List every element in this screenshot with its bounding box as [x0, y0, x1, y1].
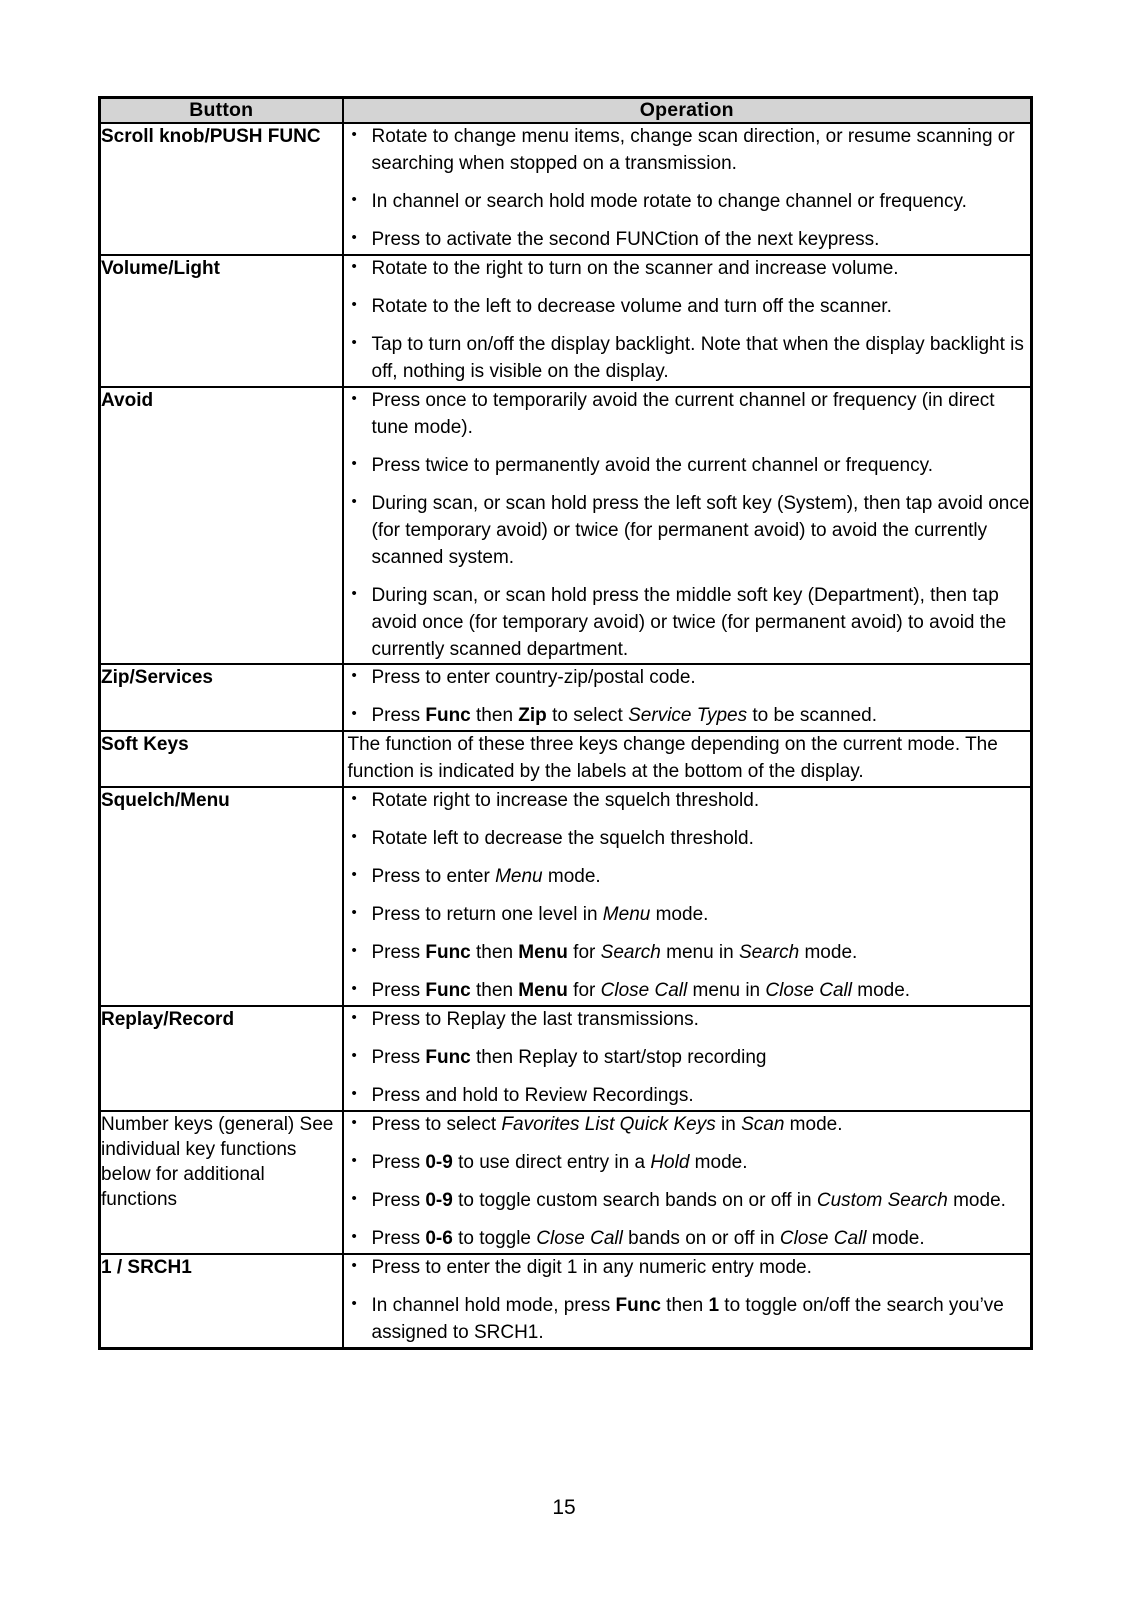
emphasis-bold: 0-6 [425, 1227, 453, 1249]
text-run: Press and hold to Review Recordings. [371, 1085, 694, 1107]
table-row [100, 123, 1032, 255]
operation-bullet-list [344, 256, 1031, 386]
emphasis-italic: Search [600, 942, 661, 964]
button-name-cell: Number keys (general) See individual key functions below for additional functions [100, 1111, 343, 1254]
button-name-cell: Volume/Light [100, 255, 343, 387]
table-row [100, 387, 1032, 665]
text-run: mode. [851, 980, 911, 1002]
operation-bullet-item [344, 1007, 1031, 1034]
operation-cell [343, 1111, 1032, 1254]
text-run: then Replay to start/stop recording [470, 1047, 767, 1069]
operation-bullet-item [344, 124, 1031, 178]
text-run: Rotate to the right to turn on the scanner and increase volume. [371, 257, 899, 279]
operation-cell [343, 787, 1032, 1006]
button-operation-table-wrapper [98, 96, 1030, 1350]
operation-cell [343, 387, 1032, 665]
emphasis-italic: Menu [602, 904, 651, 926]
text-run: Press to enter [371, 866, 496, 888]
operation-bullet-item [344, 227, 1031, 254]
text-run: mode. [542, 866, 601, 888]
text-run: In channel hold mode, press [371, 1294, 616, 1316]
operation-bullet-item [344, 788, 1031, 815]
text-run: in [715, 1114, 742, 1136]
text-run: then [470, 942, 519, 964]
operation-bullet-item [344, 1255, 1031, 1282]
table-row [100, 255, 1032, 387]
emphasis-bold: Menu [518, 942, 568, 964]
button-name-cell: Replay/Record [100, 1006, 343, 1111]
operation-bullet-list [344, 665, 1031, 730]
text-run: The function of these three keys change depending on the current mode. The function is indicated by the labels at the bottom of the display. [347, 734, 998, 783]
emphasis-italic: Menu [495, 866, 543, 888]
button-name-cell: Soft Keys [100, 731, 343, 787]
text-run: mode. [689, 1152, 748, 1174]
text-run: In channel or search hold mode rotate to change channel or frequency. [371, 190, 967, 212]
operation-bullet-list [344, 1007, 1031, 1110]
operation-bullet-item [344, 1083, 1031, 1110]
column-header-button: Button [100, 98, 343, 124]
text-run: During scan, or scan hold press the middle soft key (Department), then tap avoid once (for temporary avoid) or twice (for permanent avoid) to avoid the currently scanned department. [371, 584, 1007, 660]
table-body [100, 123, 1032, 1348]
operation-bullet-item [344, 826, 1031, 853]
text-run: then [470, 705, 519, 727]
operation-bullet-item [344, 1293, 1031, 1347]
text-run: Press once to temporarily avoid the current channel or frequency (in direct tune mode). [371, 389, 995, 438]
operation-bullet-item [344, 388, 1031, 442]
operation-bullet-item [344, 189, 1031, 216]
text-run: mode. [799, 942, 858, 964]
text-run: Press [371, 980, 426, 1002]
text-run: Press to enter the digit 1 in any numeric entry mode. [371, 1256, 812, 1278]
text-run: Press twice to permanently avoid the current channel or frequency. [371, 454, 933, 476]
operation-bullet-item [344, 491, 1031, 572]
button-name-cell: Squelch/Menu [100, 787, 343, 1006]
text-run: to toggle custom search bands on or off in [452, 1190, 817, 1211]
emphasis-bold: Func [425, 1047, 471, 1069]
operation-bullet-list [344, 1112, 1031, 1253]
emphasis-bold: 1 [708, 1294, 720, 1316]
text-run: then [470, 980, 519, 1002]
operation-bullet-item [344, 864, 1031, 891]
operation-bullet-item [344, 1150, 1031, 1177]
operation-bullet-item [344, 332, 1031, 386]
emphasis-bold: Func [425, 942, 471, 964]
operation-bullet-item [344, 1226, 1031, 1253]
text-run: Press [371, 942, 426, 964]
text-run: Press to return one level in [371, 904, 603, 926]
button-name-cell: Scroll knob/PUSH FUNC [100, 123, 343, 255]
table-row [100, 787, 1032, 1006]
text-run: Press to Replay the last transmissions. [371, 1009, 699, 1031]
button-name-cell: Zip/Services [100, 664, 343, 731]
operation-bullet-list [344, 1255, 1031, 1347]
emphasis-italic: Hold [650, 1152, 690, 1174]
text-run: bands on or off in [622, 1227, 780, 1249]
operation-bullet-item [344, 1188, 1031, 1215]
emphasis-bold: Zip [518, 705, 547, 727]
text-run: Rotate to the left to decrease volume and turn off the scanner. [371, 295, 892, 317]
text-run: Rotate right to increase the squelch threshold. [371, 790, 760, 812]
text-run: then [660, 1294, 709, 1316]
text-run: to toggle [452, 1227, 537, 1249]
text-run: Press [371, 1227, 426, 1249]
operation-bullet-item [344, 294, 1031, 321]
operation-bullet-item [344, 583, 1031, 664]
operation-bullet-list [344, 124, 1031, 254]
text-run: to toggle on/off the search you’ve assigned to SRCH1. [371, 1294, 1004, 1343]
page-number: 15 [552, 1496, 576, 1519]
operation-bullet-item [344, 703, 1031, 730]
text-run: Press to activate the second FUNCtion of the next keypress. [371, 228, 880, 250]
text-run: Press to select [371, 1114, 502, 1136]
operation-cell [343, 664, 1032, 731]
text-run: Press [371, 1190, 426, 1211]
text-run: to use direct entry in a [452, 1152, 651, 1174]
operation-cell [343, 1254, 1032, 1348]
emphasis-italic: Close Call [765, 980, 852, 1002]
emphasis-italic: Scan [741, 1114, 785, 1136]
text-run: During scan, or scan hold press the left soft key (System), then tap avoid once (for temporary avoid) or twice (for permanent avoid) to avoid the currently scanned system. [371, 492, 1030, 568]
operation-paragraph [344, 732, 1031, 786]
operation-bullet-list [344, 388, 1031, 664]
text-run: mode. [866, 1227, 925, 1249]
emphasis-italic: Search [739, 942, 800, 964]
operation-bullet-item [344, 1045, 1031, 1072]
text-run: mode. [947, 1190, 1006, 1211]
text-run: menu in [660, 942, 739, 964]
emphasis-italic: Favorites List Quick Keys [501, 1114, 716, 1136]
text-run: for [567, 942, 601, 964]
operation-bullet-list [344, 788, 1031, 1005]
text-run: Press [371, 1152, 426, 1174]
button-name-cell: Avoid [100, 387, 343, 665]
column-header-operation: Operation [343, 98, 1032, 124]
emphasis-italic: Close Call [779, 1227, 867, 1249]
button-operation-table [98, 96, 1033, 1350]
emphasis-bold: 0-9 [425, 1152, 453, 1174]
table-row [100, 731, 1032, 787]
operation-cell [343, 1006, 1032, 1111]
operation-bullet-item [344, 453, 1031, 480]
operation-cell [343, 731, 1032, 787]
text-run: to be scanned. [747, 705, 878, 727]
table-row [100, 1254, 1032, 1348]
emphasis-bold: Func [425, 705, 471, 727]
text-run: mode. [650, 904, 709, 926]
operation-bullet-item [344, 665, 1031, 692]
emphasis-italic: Service Types [628, 705, 748, 727]
text-run: mode. [784, 1114, 843, 1136]
table-row [100, 1006, 1032, 1111]
table-header [100, 98, 1032, 124]
operation-bullet-item [344, 1112, 1031, 1139]
emphasis-bold: 0-9 [425, 1190, 453, 1211]
operation-bullet-item [344, 940, 1031, 967]
emphasis-italic: Close Call [600, 980, 688, 1002]
button-name-cell: 1 / SRCH1 [100, 1254, 343, 1348]
emphasis-bold: Func [615, 1294, 661, 1316]
text-run: menu in [687, 980, 766, 1002]
emphasis-bold: Func [425, 980, 471, 1002]
text-run: Tap to turn on/off the display backlight. Note that when the display backlight is off, nothing is visible on the display. [371, 333, 1024, 382]
text-run: to select [546, 705, 629, 727]
table-row [100, 664, 1032, 731]
text-run: Press [371, 1047, 426, 1069]
text-run: Press [371, 705, 426, 727]
operation-bullet-item [344, 902, 1031, 929]
table-header-row [100, 98, 1032, 124]
text-run: Rotate left to decrease the squelch threshold. [371, 828, 754, 850]
text-run: Rotate to change menu items, change scan direction, or resume scanning or searching when stopped on a transmission. [371, 126, 1015, 174]
operation-cell [343, 123, 1032, 255]
table-row [100, 1111, 1032, 1254]
operation-bullet-item [344, 256, 1031, 283]
text-run: Press to enter country-zip/postal code. [371, 667, 696, 689]
emphasis-italic: Close Call [536, 1227, 623, 1249]
operation-cell [343, 255, 1032, 387]
emphasis-bold: Menu [518, 980, 568, 1002]
emphasis-italic: Custom Search [816, 1190, 948, 1211]
text-run: for [567, 980, 601, 1002]
operation-bullet-item [344, 978, 1031, 1005]
